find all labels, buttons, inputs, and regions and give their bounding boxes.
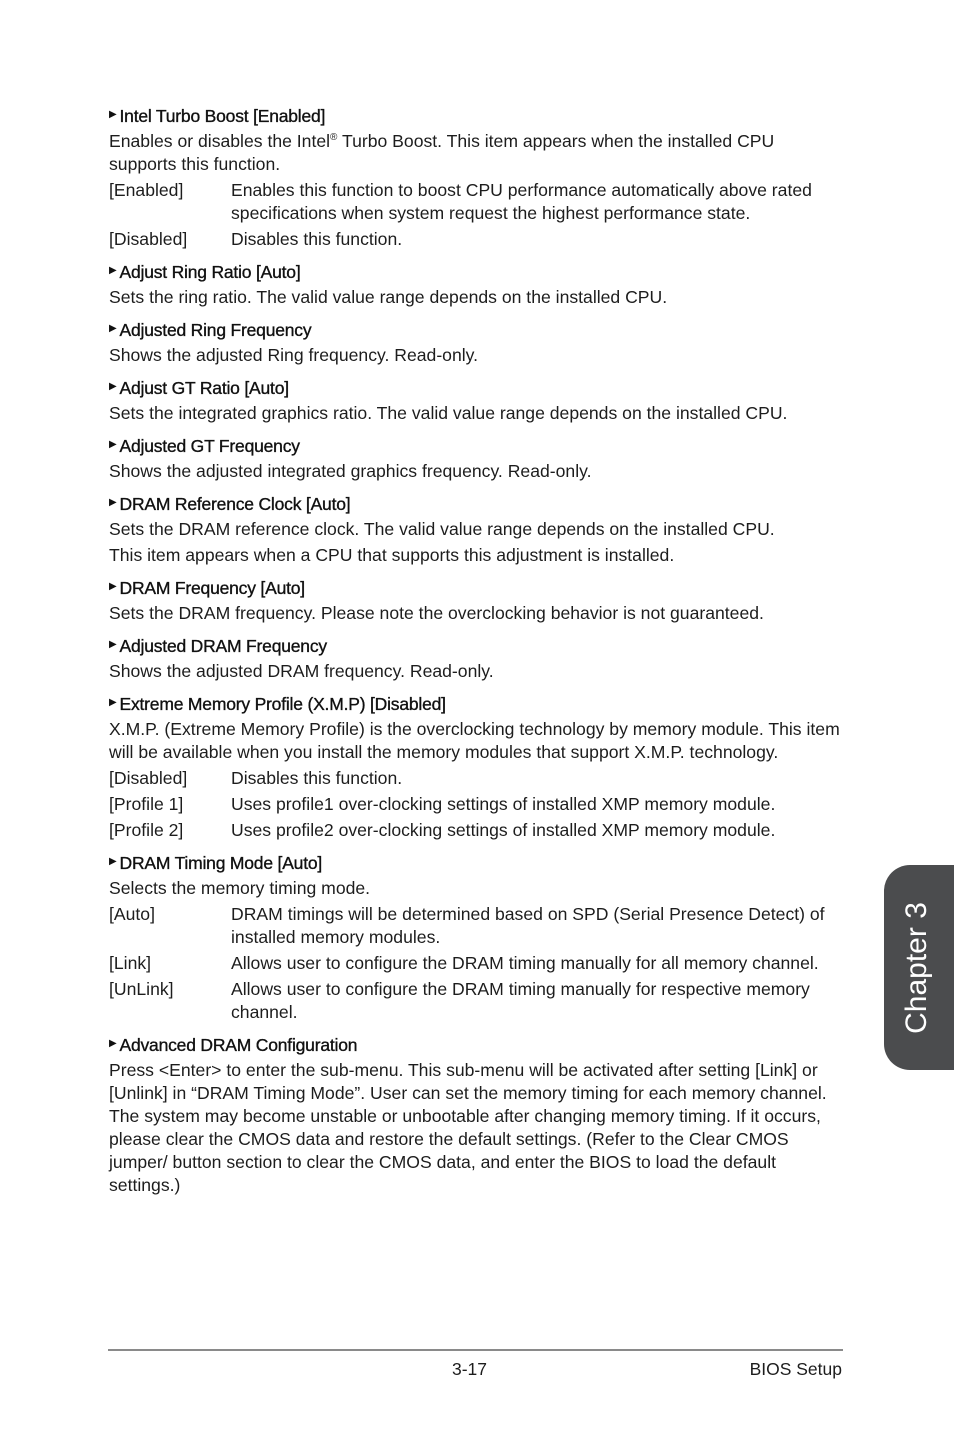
section-advanced-dram-configuration (109, 1033, 844, 1197)
bullet-arrow-icon: ▶ (109, 323, 117, 334)
section-adjust-gt-ratio (109, 376, 844, 425)
section-adjust-ring-ratio (109, 260, 844, 309)
document-body (109, 104, 844, 1200)
section-description: This item appears when a CPU that supports this adjustment is installed. (109, 545, 675, 565)
section-heading: ▶ DRAM Frequency [Auto] (109, 576, 844, 600)
section-adjusted-dram-frequency (109, 634, 844, 683)
option-key: [UnLink] (109, 979, 174, 999)
section-description: Shows the adjusted DRAM frequency. Read-only. (109, 661, 494, 681)
section-description: Press <Enter> to enter the sub-menu. This sub-menu will be activated after setting [Link] or [Unlink] in “DRAM Timing Mode”. User can set the memory timing for each memory channel. The system may become unstable or unbootable after changing memory timing. If it occurs, please clear the CMOS data and restore the default settings. (Refer to the Clear CMOS jumper/ button section to clear the CMOS data, and enter the BIOS to load the default settings.) (109, 1060, 827, 1195)
section-heading: ▶ Extreme Memory Profile (X.M.P) [Disabled] (109, 692, 844, 716)
option-row (109, 819, 844, 842)
section-heading: ▶ DRAM Timing Mode [Auto] (109, 851, 844, 875)
chapter-tab (884, 865, 954, 1070)
section-description: Sets the DRAM frequency. Please note the overclocking behavior is not guaranteed. (109, 603, 764, 623)
section-intel-turbo-boost (109, 104, 844, 251)
chapter-tab-label: Chapter 3 (900, 901, 933, 1034)
section-heading: ▶ Advanced DRAM Configuration (109, 1033, 844, 1057)
footer-title: BIOS Setup (749, 1359, 842, 1379)
option-description: Enables this function to boost CPU performance automatically above rated specifications when system request the highest performance state. (231, 180, 812, 223)
section-description: Sets the integrated graphics ratio. The valid value range depends on the installed CPU. (109, 403, 788, 423)
option-description: Disables this function. (231, 229, 403, 249)
option-key: [Profile 2] (109, 820, 184, 840)
section-dram-timing-mode (109, 851, 844, 1024)
section-heading: ▶ DRAM Reference Clock [Auto] (109, 492, 844, 516)
section-extreme-memory-profile (109, 692, 844, 842)
section-description: Shows the adjusted Ring frequency. Read-only. (109, 345, 479, 365)
section-heading: ▶ Adjusted DRAM Frequency (109, 634, 844, 658)
footer-divider (108, 1349, 843, 1351)
bullet-arrow-icon: ▶ (109, 856, 117, 867)
option-description: Uses profile2 over-clocking settings of installed XMP memory module. (231, 820, 776, 840)
bullet-arrow-icon: ▶ (109, 265, 117, 276)
section-description: X.M.P. (Extreme Memory Profile) is the overclocking technology by memory module. This item will be available when you install the memory modules that support X.M.P. technology. (109, 719, 840, 762)
section-heading: ▶ Intel Turbo Boost [Enabled] (109, 104, 844, 128)
section-adjusted-gt-frequency (109, 434, 844, 483)
section-description: Enables or disables the Intel® Turbo Boost. This item appears when the installed CPU supports this function. (109, 131, 775, 174)
section-dram-reference-clock (109, 492, 844, 567)
option-row (109, 952, 844, 975)
option-key: [Enabled] (109, 180, 184, 200)
option-description: Uses profile1 over-clocking settings of installed XMP memory module. (231, 794, 776, 814)
option-description: Allows user to configure the DRAM timing manually for respective memory channel. (231, 979, 810, 1022)
bullet-arrow-icon: ▶ (109, 109, 117, 120)
option-key: [Disabled] (109, 229, 188, 249)
option-description: DRAM timings will be determined based on SPD (Serial Presence Detect) of installed memory modules. (231, 904, 825, 947)
section-heading: ▶ Adjust GT Ratio [Auto] (109, 376, 844, 400)
option-key: [Profile 1] (109, 794, 184, 814)
bullet-arrow-icon: ▶ (109, 581, 117, 592)
bullet-arrow-icon: ▶ (109, 639, 117, 650)
bullet-arrow-icon: ▶ (109, 697, 117, 708)
option-row (109, 903, 844, 949)
section-heading: ▶ Adjusted GT Frequency (109, 434, 844, 458)
bullet-arrow-icon: ▶ (109, 381, 117, 392)
option-description: Allows user to configure the DRAM timing manually for all memory channel. (231, 953, 819, 973)
registered-mark: ® (330, 132, 338, 144)
section-description: Selects the memory timing mode. (109, 878, 371, 898)
option-row (109, 179, 844, 225)
section-dram-frequency (109, 576, 844, 625)
option-row (109, 978, 844, 1024)
bullet-arrow-icon: ▶ (109, 497, 117, 508)
section-heading: ▶ Adjusted Ring Frequency (109, 318, 844, 342)
section-adjusted-ring-frequency (109, 318, 844, 367)
option-key: [Disabled] (109, 768, 188, 788)
option-row (109, 793, 844, 816)
page-number: 3-17 (452, 1359, 488, 1379)
section-description: Sets the DRAM reference clock. The valid value range depends on the installed CPU. (109, 519, 775, 539)
option-key: [Auto] (109, 904, 155, 924)
section-description: Sets the ring ratio. The valid value range depends on the installed CPU. (109, 287, 668, 307)
section-description: Shows the adjusted integrated graphics frequency. Read-only. (109, 461, 592, 481)
bullet-arrow-icon: ▶ (109, 439, 117, 450)
bullet-arrow-icon: ▶ (109, 1038, 117, 1049)
option-row (109, 228, 844, 251)
section-heading: ▶ Adjust Ring Ratio [Auto] (109, 260, 844, 284)
option-row (109, 767, 844, 790)
option-key: [Link] (109, 953, 152, 973)
option-description: Disables this function. (231, 768, 403, 788)
